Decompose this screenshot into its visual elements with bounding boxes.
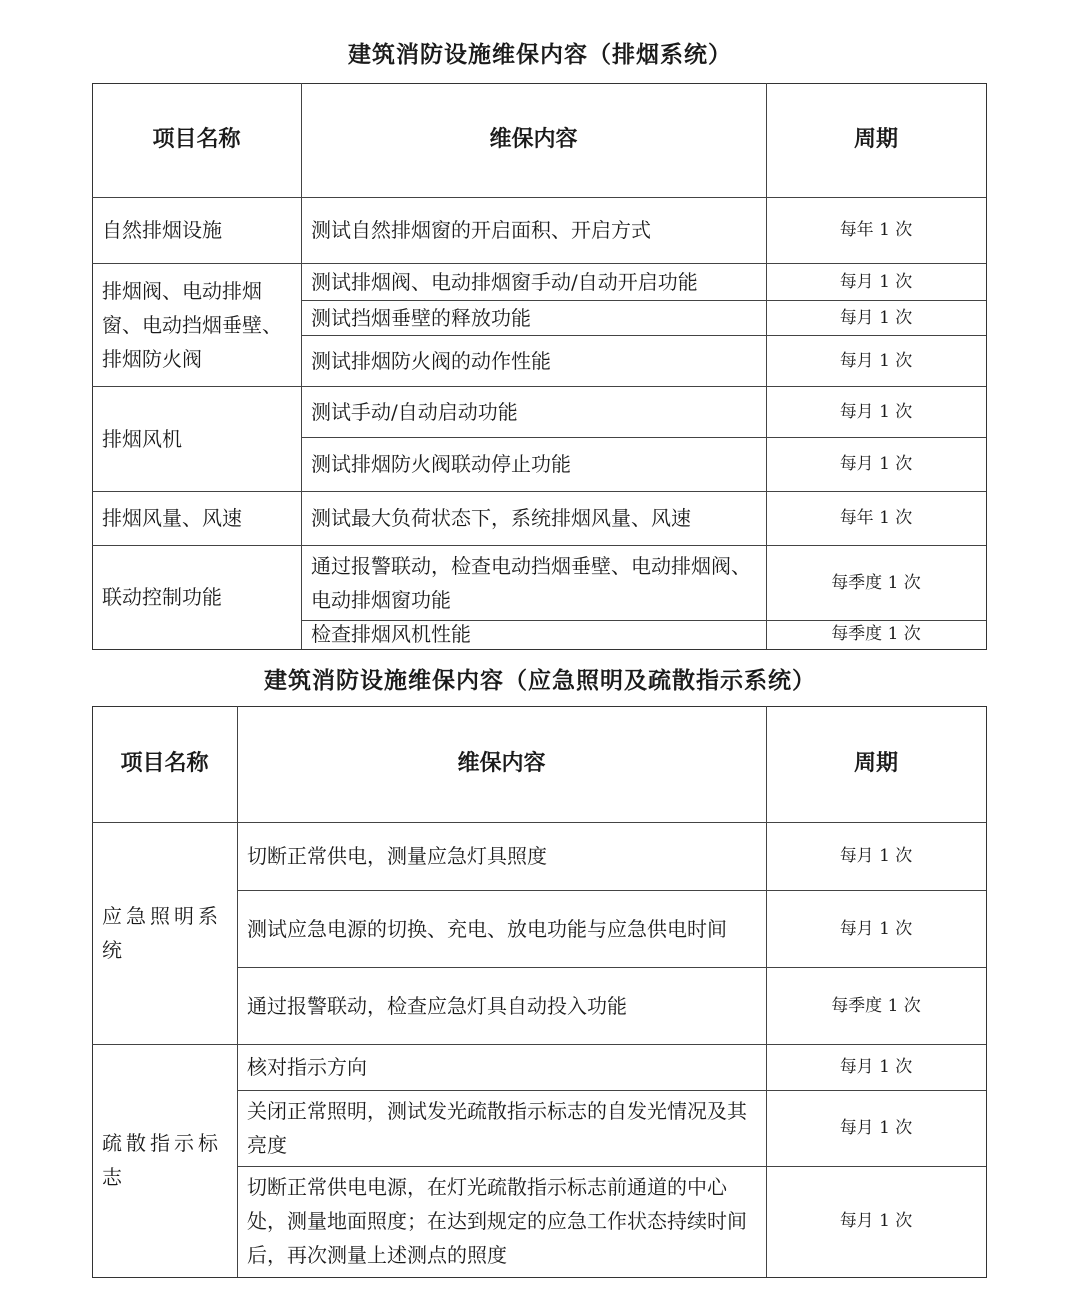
table2-header-name: 项目名称 xyxy=(120,751,209,776)
table1-content: 测试排烟防火阀的动作性能 xyxy=(311,348,551,373)
table1-period: 每年 1 次 xyxy=(839,220,913,240)
table2-content: 核对指示方向 xyxy=(247,1055,367,1079)
table1-period: 每月 1 次 xyxy=(839,350,913,371)
table2-period: 每月 1 次 xyxy=(839,1057,913,1077)
table1-content: 测试挡烟垂壁的释放功能 xyxy=(311,305,531,330)
table2-header-content: 维保内容 xyxy=(457,751,546,776)
table2-content: 切断正常供电，测量应急灯具照度 xyxy=(247,844,547,868)
table2-period: 每季度 1 次 xyxy=(831,995,921,1016)
table1-item-name: 排烟风量、风速 xyxy=(102,506,242,530)
table1-period: 每月 1 次 xyxy=(839,401,913,422)
table1-period: 每季度 1 次 xyxy=(831,624,921,644)
table2-period: 每月 1 次 xyxy=(839,918,913,939)
table1-header-name: 项目名称 xyxy=(152,127,241,152)
table1-period: 每月 1 次 xyxy=(839,307,913,328)
table1-period: 每月 1 次 xyxy=(839,454,913,474)
table2-content: 通过报警联动，检查应急灯具自动投入功能 xyxy=(247,993,627,1018)
table1-content: 测试自然排烟窗的开启面积、开启方式 xyxy=(311,218,651,242)
table2-period: 每月 1 次 xyxy=(839,1118,913,1138)
table1-header-content: 维保内容 xyxy=(489,127,578,152)
table1-content: 测试手动/自动启动功能 xyxy=(311,399,518,424)
table1-header-period: 周期 xyxy=(853,127,898,152)
table2-content: 测试应急电源的切换、充电、放电功能与应急供电时间 xyxy=(247,916,727,941)
table2-header-period: 周期 xyxy=(853,751,898,776)
table1-item-name: 排烟阀、电动排烟窗、电动挡烟垂壁、排烟防火阀 xyxy=(102,278,282,371)
table2-item-name: 疏散指示标志 xyxy=(102,1131,222,1189)
table1-item-name: 联动控制功能 xyxy=(102,584,222,609)
table2-period: 每月 1 次 xyxy=(839,846,913,866)
table1-title: 建筑消防设施维保内容（排烟系统） xyxy=(348,42,732,68)
table1-content: 测试排烟阀、电动排烟窗手动/自动开启功能 xyxy=(311,269,698,294)
table1-period: 每季度 1 次 xyxy=(831,572,921,593)
table1-content: 测试排烟防火阀联动停止功能 xyxy=(311,452,571,476)
table2-content: 关闭正常照明，测试发光疏散指示标志的自发光情况及其亮度 xyxy=(247,1099,747,1157)
table2-title: 建筑消防设施维保内容（应急照明及疏散指示系统） xyxy=(264,668,816,694)
table2-content: 切断正常供电电源，在灯光疏散指示标志前通道的中心处，测量地面照度；在达到规定的应急工作状态持续时间后，再次测量上述测点的照度 xyxy=(247,1175,747,1267)
table1-item-name: 排烟风机 xyxy=(102,426,182,451)
table1-period: 每月 1 次 xyxy=(839,271,913,292)
table1-content: 测试最大负荷状态下，系统排烟风量、风速 xyxy=(311,506,691,530)
table2-item-name: 应急照明系统 xyxy=(102,904,222,962)
table1-content: 通过报警联动，检查电动挡烟垂壁、电动排烟阀、电动排烟窗功能 xyxy=(311,553,751,612)
table1-period: 每年 1 次 xyxy=(839,508,913,528)
table2-period: 每月 1 次 xyxy=(839,1211,913,1231)
table1-item-name: 自然排烟设施 xyxy=(102,218,222,242)
table1-content: 检查排烟风机性能 xyxy=(311,622,471,646)
